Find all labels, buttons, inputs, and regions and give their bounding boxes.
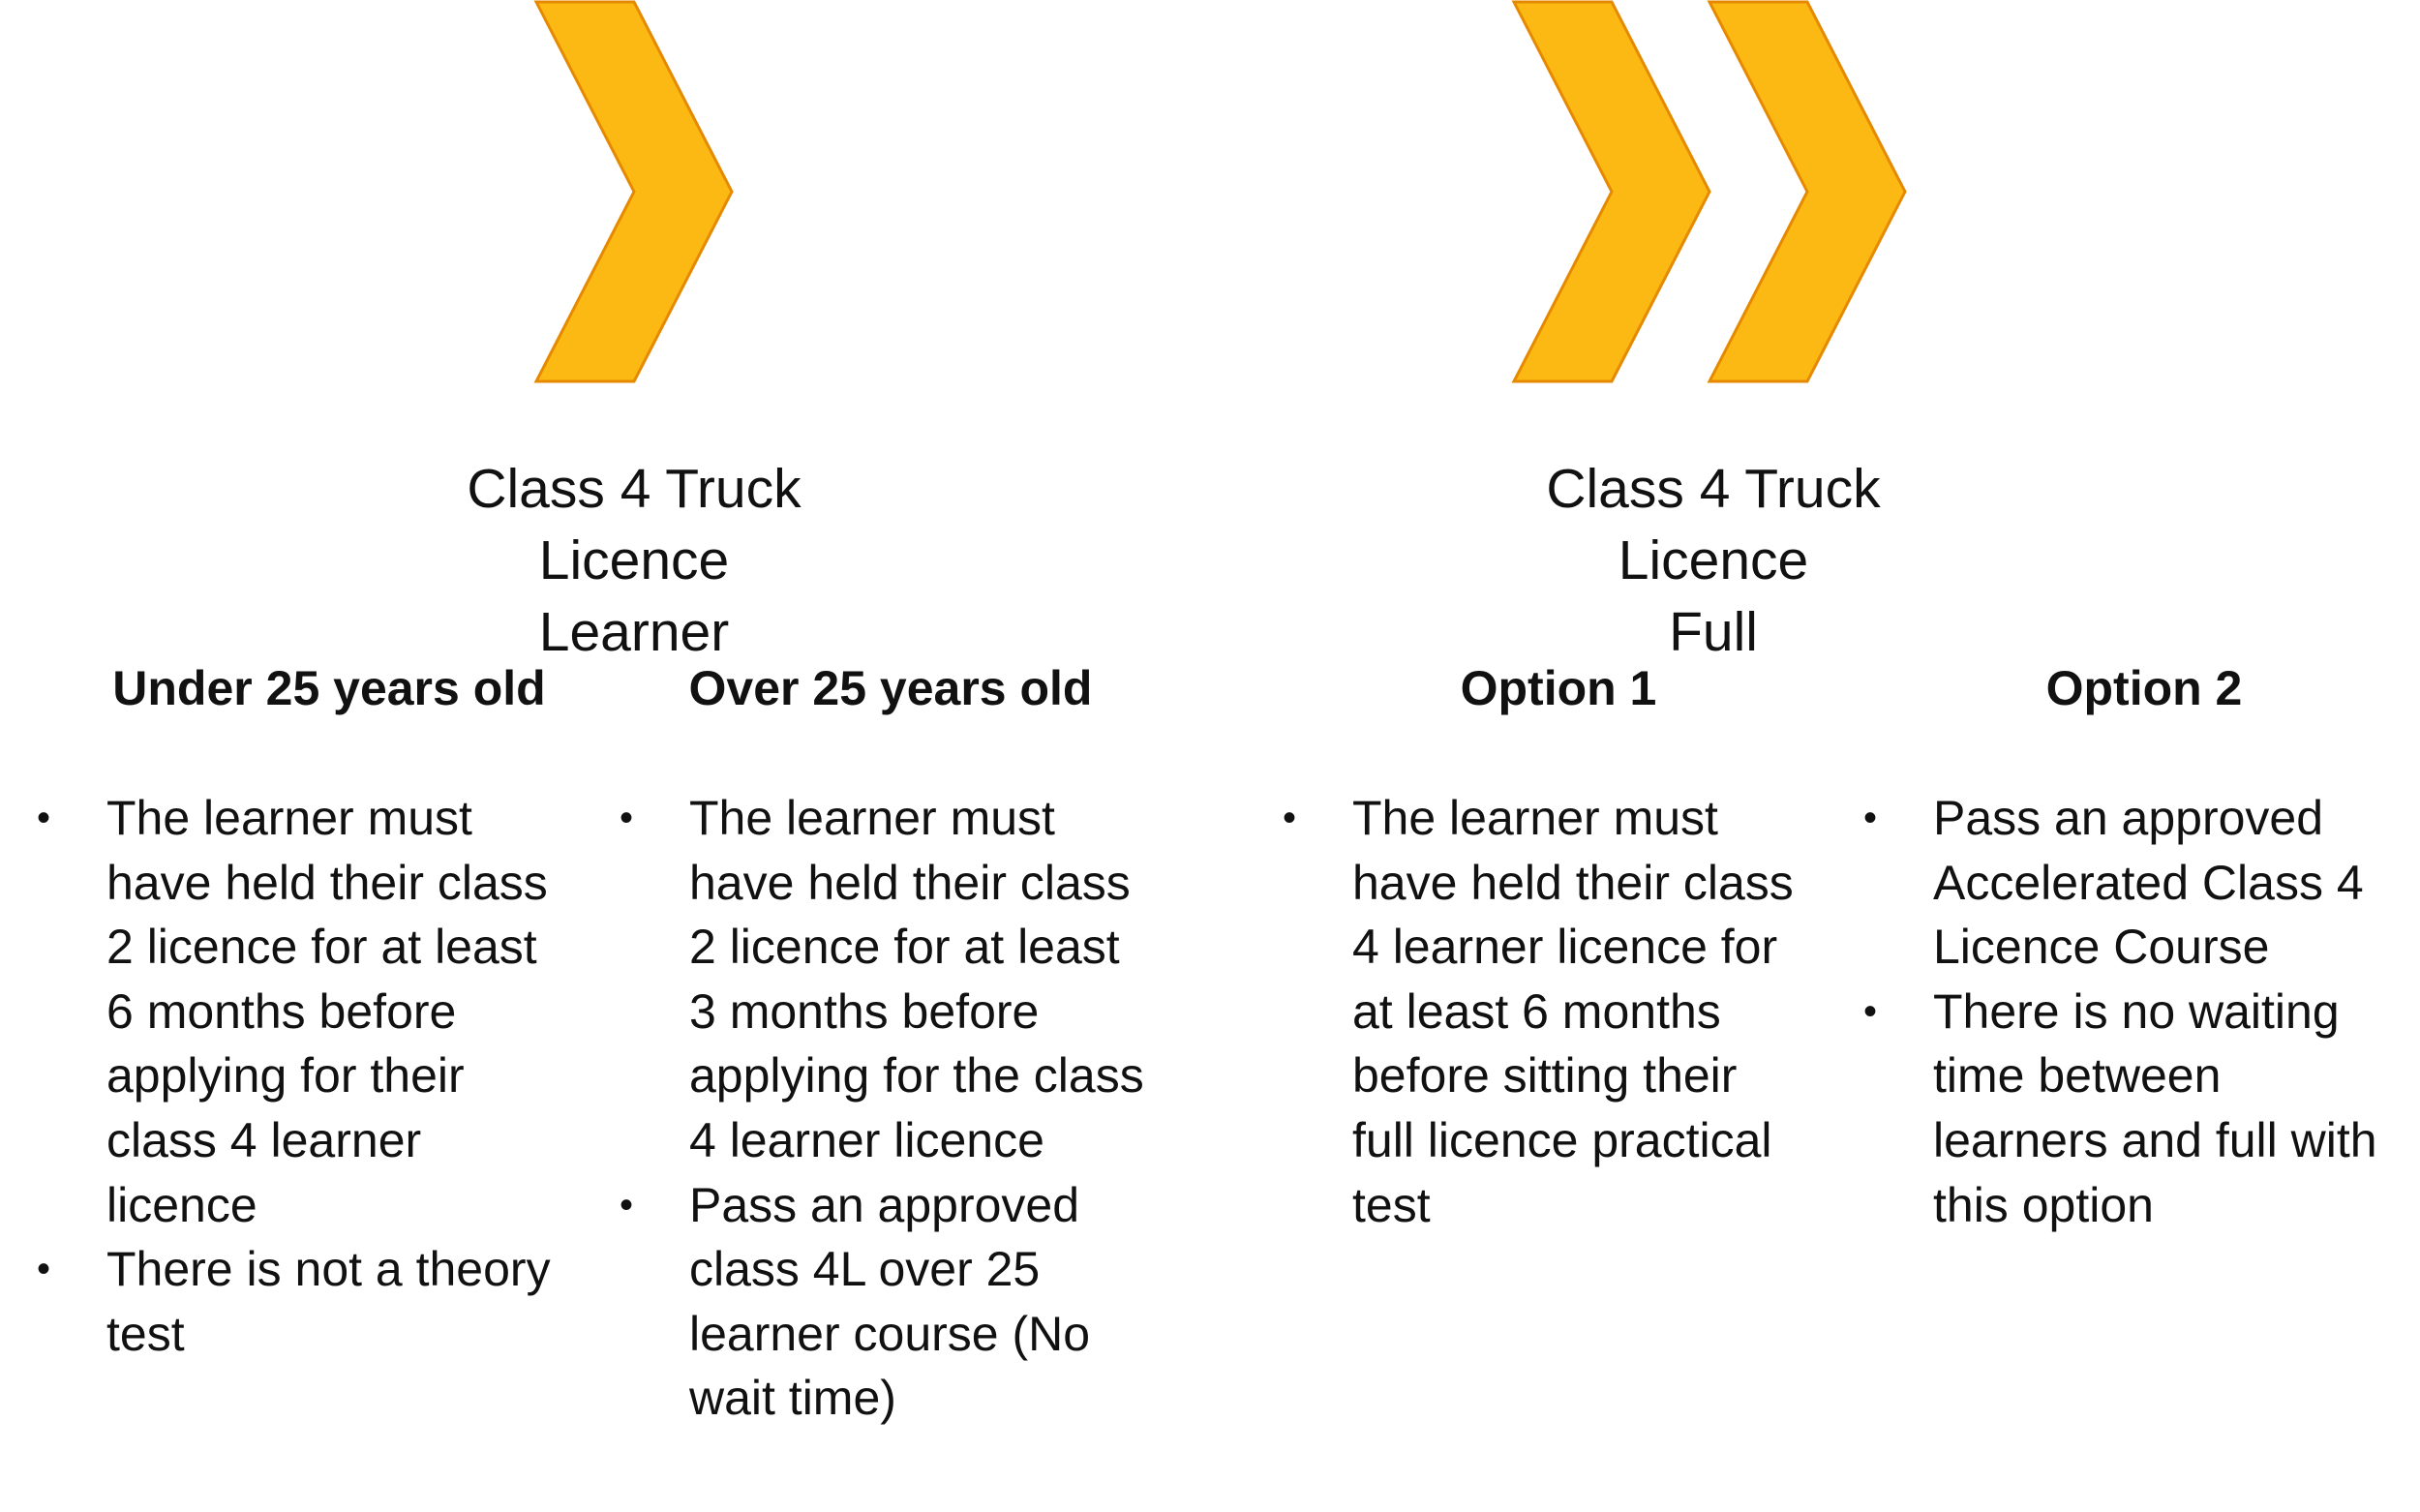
list-option-1 (1283, 786, 1805, 1237)
stage-title-full: Class 4 Truck Licence Full (1546, 458, 1881, 663)
double-chevron-icon-full (1510, 0, 1917, 383)
list-item: • The learner must have held their class 4 learner licence for at least 6 months before sitting their full licence practical test (1283, 786, 1805, 1237)
heading-over-25: Over 25 years old (688, 661, 1093, 715)
list-item: • The learner must have held their class 2 licence for at least 3 months before applying for the class 4 learner licence (620, 786, 1157, 1173)
heading-option-1: Option 1 (1460, 661, 1657, 715)
heading-under-25: Under 25 years old (112, 661, 546, 715)
list-under-25 (37, 786, 564, 1366)
list-item: • The learner must have held their class 2 licence for at least 6 months before applying for their class 4 learner licence (37, 786, 564, 1237)
list-item: • There is not a theory test (37, 1237, 564, 1366)
list-item: • Pass an approved class 4L over 25 learner course (No wait time) (620, 1173, 1157, 1431)
heading-option-2: Option 2 (2045, 661, 2243, 715)
chevron-icon-learner (532, 0, 736, 383)
stage-title-learner: Class 4 Truck Licence Learner (467, 458, 802, 663)
list-item: • There is no waiting time between learners and full with this option (1863, 980, 2405, 1237)
list-over-25 (620, 786, 1157, 1431)
list-option-2 (1863, 786, 2405, 1237)
list-item: • Pass an approved Accelerated Class 4 Licence Course (1863, 786, 2405, 980)
